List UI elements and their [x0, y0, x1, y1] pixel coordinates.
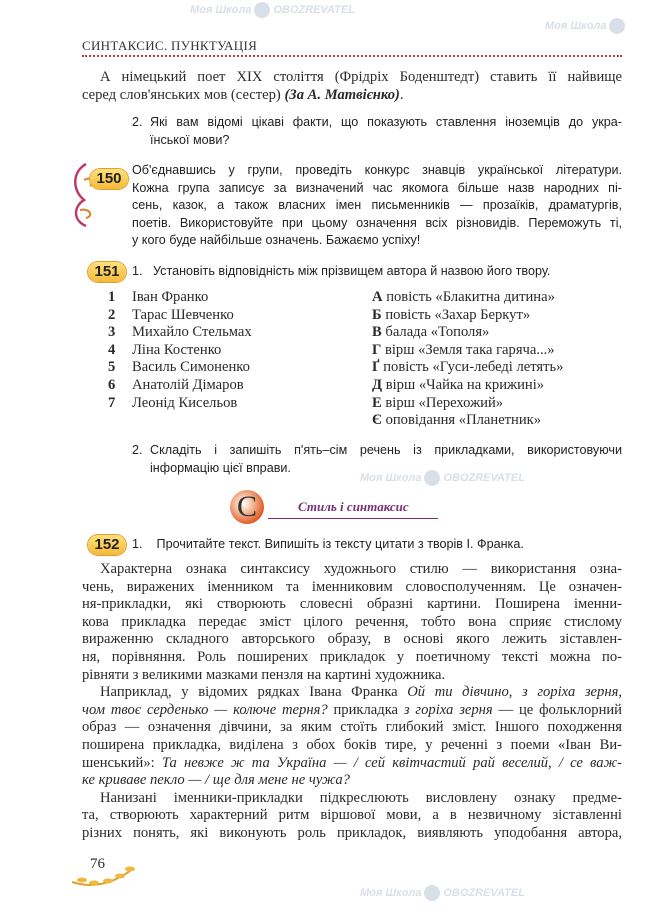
- text-segment: чень, виражених іменником та іменниковим словосполученням. Це означен-: [82, 578, 622, 595]
- emphasized-text: (За А. Матвієнко): [284, 86, 400, 103]
- task-number: 1.: [132, 264, 143, 278]
- author-item: [108, 324, 358, 342]
- work-letter: Е: [372, 394, 382, 411]
- task-number: 1.: [132, 537, 143, 551]
- watermark-text: Моя Школа: [360, 471, 422, 484]
- author-number: 5: [108, 359, 116, 376]
- author-item: [108, 342, 358, 360]
- author-name: Тарас Шевченко: [132, 306, 234, 323]
- text-segment: ня, порівняння. Роль поширених прикладок у поетичному тексті можна по-: [82, 648, 622, 665]
- text-segment: вираженню складного авторського образу, в основі якого лежить зіставлен-: [82, 631, 622, 648]
- task-text: Установіть відповідність між прізвищем автора й назвою його твору.: [153, 264, 551, 278]
- text-line: [82, 755, 622, 773]
- author-number: 2: [108, 306, 116, 323]
- work-title: повість «Блакитна дитина»: [386, 289, 555, 305]
- work-item: [372, 359, 622, 377]
- work-letter: Ґ: [372, 359, 380, 376]
- author-number: 3: [108, 324, 116, 341]
- work-item: [372, 307, 622, 325]
- section-letter-icon: С: [230, 490, 264, 524]
- text-segment: — це фольклорний: [492, 701, 622, 718]
- text-line: [82, 596, 622, 614]
- text-segment: шенський»:: [82, 754, 162, 771]
- text-line: Кожна група записує за визначений час якомога більше назв народних пі-: [132, 180, 622, 195]
- text-line: [82, 772, 622, 790]
- text-line: [82, 87, 622, 105]
- work-title: вірш «Перехожий»: [385, 394, 504, 411]
- question-number: 2.: [132, 115, 143, 129]
- text-line: [82, 69, 622, 87]
- work-item: [372, 377, 622, 395]
- task-text: Прочитайте текст. Випишіть із тексту цитати з творів І. Франка.: [156, 537, 524, 551]
- watermark-text: OBOZREVATEL: [443, 886, 525, 899]
- emphasized-text: Та невже ж та Україна — / сей квітчастий рай веселий, / се важ-: [161, 754, 623, 771]
- text-line: [82, 825, 622, 843]
- text-line: [82, 561, 622, 579]
- text-line: [82, 667, 622, 685]
- watermark: [360, 885, 525, 901]
- text-segment: поширена прикладка, виділена з обох боків тире, у реченні з поеми «Іван Ви-: [82, 736, 622, 753]
- emphasized-text: Ой ти дівчино, з горіха зерня,: [407, 684, 622, 701]
- author-name: Іван Франко: [132, 289, 209, 305]
- emphasized-text: з горіха зерня: [403, 701, 493, 718]
- author-item: [108, 307, 358, 325]
- watermark: [545, 18, 628, 34]
- text-line: [82, 649, 622, 667]
- work-item: [372, 324, 622, 342]
- work-title: балада «Тополя»: [385, 324, 490, 341]
- author-name: Анатолій Дімаров: [132, 376, 244, 393]
- text-line: [82, 631, 622, 649]
- section-title: Стиль і синтаксис: [298, 499, 409, 514]
- text-line: [82, 684, 622, 702]
- work-letter: Д: [372, 376, 383, 393]
- text-segment: різних понять, які виконують роль прикладок, виявляють уподобання автора,: [82, 824, 622, 841]
- text-segment: ня-прикладки, які створюють словесні образні картини. Поширена іменни-: [82, 596, 622, 613]
- text-line: сень, казок, а також власних імен письменників — прозаїків, драматургів,: [132, 198, 622, 213]
- exercise-152-text: [82, 561, 622, 843]
- work-letter: Є: [372, 412, 382, 429]
- text-line: Які вам відомі цікаві факти, що показують ставлення іноземців до укра-: [150, 115, 622, 129]
- work-title: вірш «Чайка на крижині»: [385, 376, 545, 393]
- text-line: інформацію цієї вправи.: [150, 460, 291, 475]
- exercise-151-task-1: [132, 263, 622, 281]
- author-item: [108, 395, 358, 413]
- text-segment: та, створюють характерний ритм віршової мови, а в незвичному зіставленні: [82, 807, 622, 824]
- text-line: [82, 737, 622, 755]
- work-letter: В: [372, 324, 382, 341]
- work-item: [372, 289, 622, 307]
- text-line: [82, 702, 622, 720]
- author-name: Михайло Стельмах: [132, 324, 252, 341]
- text-segment: образ — означення дівчини, за яким стоїть глибокий зміст. Іншого походження: [82, 719, 622, 736]
- text-segment: Нанизані іменники-прикладки підкреслюють висловлену ознаку предме-: [100, 789, 622, 806]
- watermark-text: OBOZREVATEL: [273, 3, 355, 16]
- author-name: Леонід Кисельов: [132, 394, 238, 411]
- work-item: [372, 342, 622, 360]
- text-segment: Наприклад, у відомих рядках Івана Франка: [100, 684, 408, 701]
- emphasized-text: чом твоє серденько — колюче терня?: [82, 701, 328, 718]
- work-title: повість «Гуси-лебеді летять»: [383, 359, 564, 376]
- intro-paragraph: [82, 69, 622, 104]
- author-number: 1: [108, 289, 116, 305]
- text-segment: А німецький поет XIX століття (Фрідріх Боденштедт) ставить її найвище: [100, 69, 622, 85]
- page-header: СИНТАКСИС. ПУНКТУАЦІЯ: [82, 38, 622, 57]
- text-segment: рівняти з великими мазками пензля на картині художника.: [82, 666, 446, 683]
- watermark: [190, 2, 355, 18]
- text-line: [82, 614, 622, 632]
- author-item: [108, 377, 358, 395]
- exercise-number-badge: 152: [88, 535, 126, 555]
- text-line: у кого буде найбільше означень. Бажаємо успіху!: [132, 233, 421, 248]
- section-banner: [230, 490, 440, 526]
- work-letter: Б: [372, 306, 382, 323]
- text-line: Об'єднавшись у групи, проведіть конкурс знавців української літератури.: [132, 163, 622, 177]
- work-title: вірш «Земля така гаряча...»: [384, 341, 555, 358]
- work-item: [372, 395, 622, 413]
- author-number: 4: [108, 341, 116, 358]
- watermark-text: Моя Школа: [545, 19, 607, 32]
- exercise-152-task-1: [132, 536, 622, 554]
- work-title: оповідання «Планетник»: [385, 412, 542, 429]
- text-line: Складіть і запишіть п'ять–сім речень із прикладками, використовуючи: [150, 443, 622, 457]
- author-item: [108, 359, 358, 377]
- text-segment: серед слов'янських мов (сестер): [82, 86, 285, 103]
- work-letter: Г: [372, 341, 382, 358]
- author-name: Ліна Костенко: [132, 341, 222, 358]
- task-number: 2.: [132, 443, 143, 457]
- work-title: повість «Захар Беркут»: [385, 306, 531, 323]
- work-item: [372, 412, 622, 430]
- author-number: 6: [108, 376, 116, 393]
- watermark-text: Моя Школа: [360, 886, 422, 899]
- text-line: [82, 807, 622, 825]
- page-number: 76: [90, 856, 105, 872]
- watermark-text: OBOZREVATEL: [443, 471, 525, 484]
- exercise-151-task-2: [132, 442, 622, 477]
- author-item: [108, 289, 358, 307]
- watermark-text: Моя Школа: [190, 3, 252, 16]
- exercise-number-badge: 150: [90, 169, 128, 189]
- emphasized-text: ке криваве пекло — / ще для мене не чужа?: [82, 772, 350, 789]
- works-list: [372, 289, 622, 430]
- text-segment: прикладка: [327, 701, 404, 718]
- text-line: їнської мови?: [150, 132, 230, 147]
- text-line: [82, 790, 622, 808]
- authors-list: [108, 289, 358, 412]
- text-segment: .: [399, 86, 404, 103]
- author-name: Василь Симоненко: [132, 359, 250, 376]
- exercise-150-text: [132, 162, 622, 250]
- author-number: 7: [108, 394, 116, 411]
- work-letter: А: [372, 289, 383, 305]
- exercise-number-badge: 151: [88, 262, 126, 282]
- text-segment: Характерна ознака синтаксису художнього стилю — використання озна-: [100, 561, 622, 577]
- question-2: [132, 114, 622, 149]
- text-line: [82, 719, 622, 737]
- text-segment: кова прикладка передає зміст цілого речення, тобто вона сприяє стислому: [82, 613, 622, 630]
- text-line: поетів. Використовуйте при цьому означення всіх різновидів. Переможуть ті,: [132, 215, 622, 230]
- text-line: [82, 579, 622, 597]
